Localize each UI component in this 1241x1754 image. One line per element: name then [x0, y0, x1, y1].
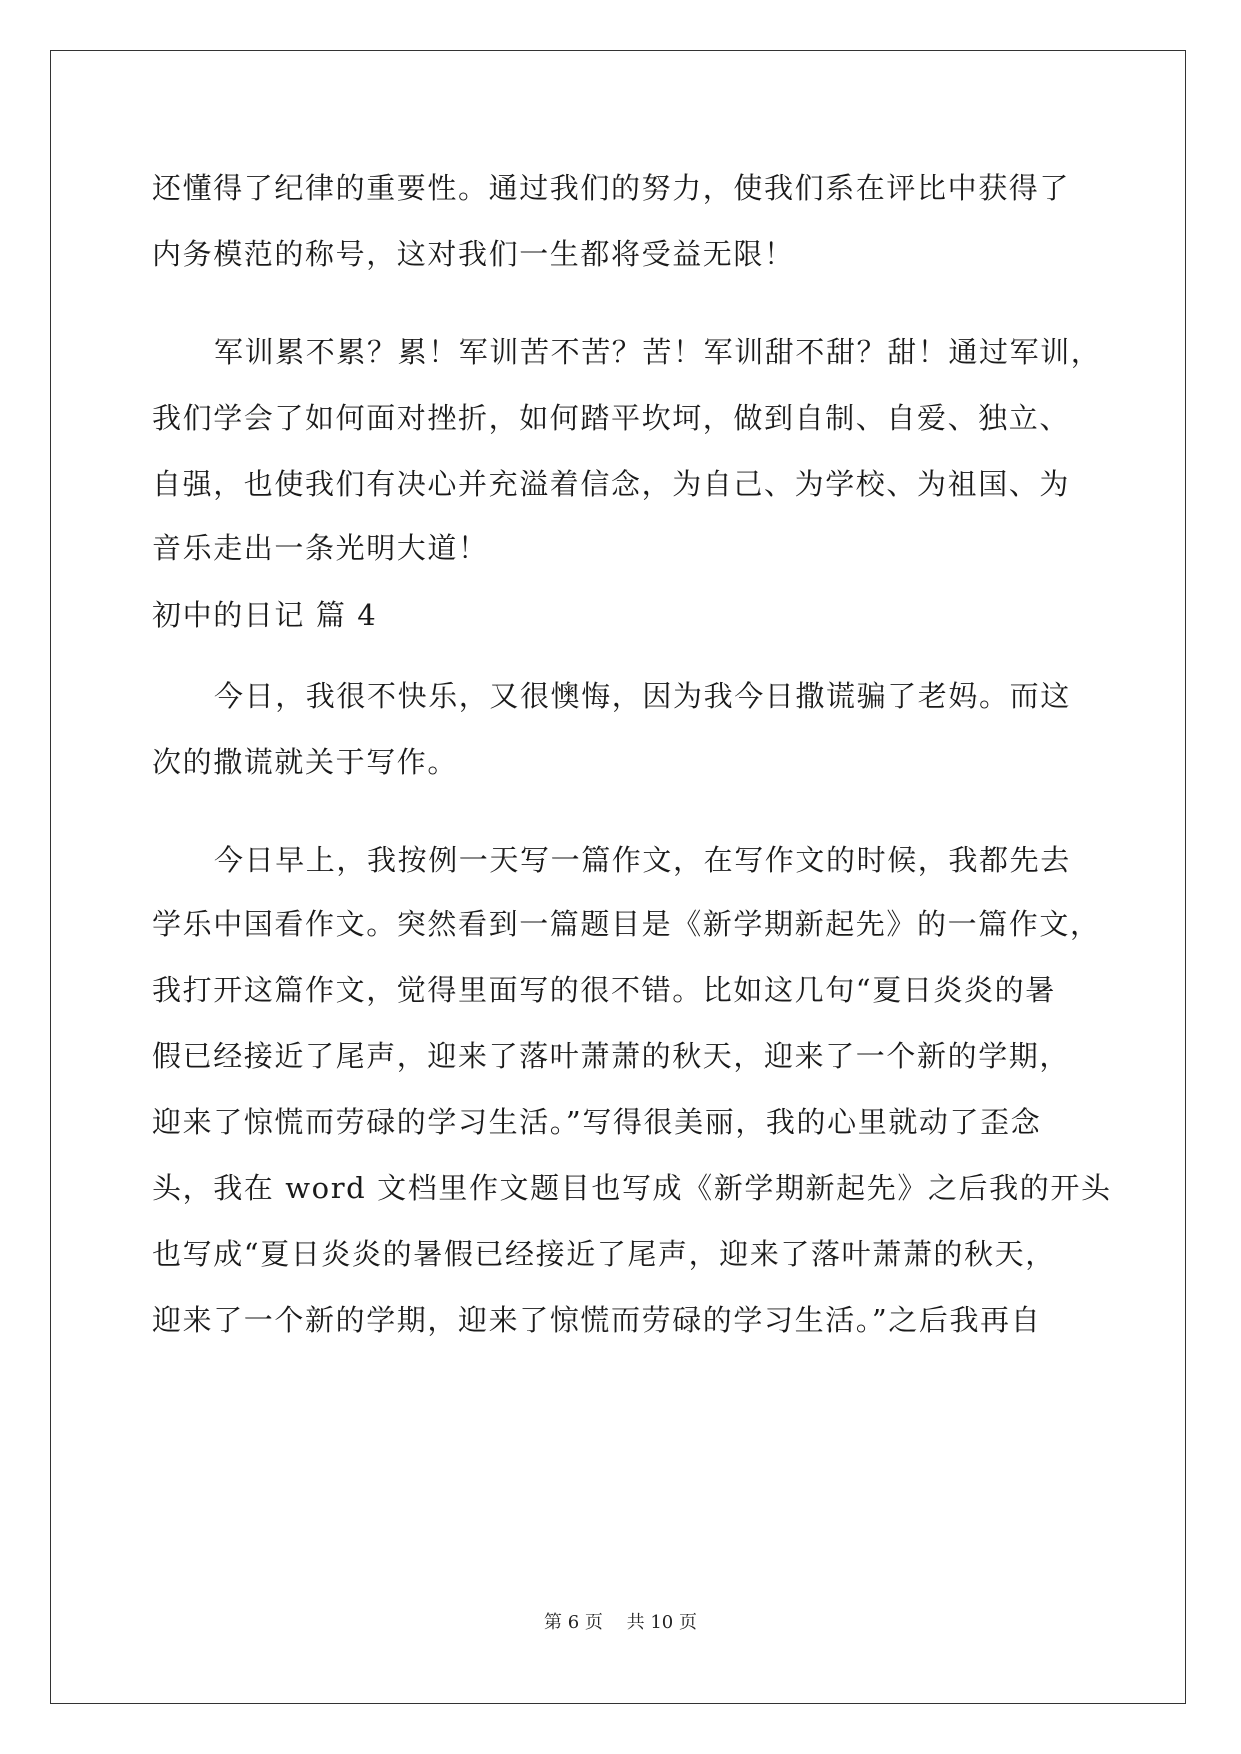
paragraph-first-line: 军训累不累？累！军训苦不苦？苦！军训甜不甜？甜！通过军训， — [214, 335, 1102, 369]
body-text-line: 内务模范的称号，这对我们一生都将受益无限！ — [152, 237, 795, 271]
body-text-line: 音乐走出一条光明大道！ — [152, 531, 489, 565]
body-text-line: 迎来了惊慌而劳碌的学习生活。”写得很美丽，我的心里就动了歪念 — [152, 1105, 1042, 1139]
body-text-line: 假已经接近了尾声，迎来了落叶萧萧的秋天，迎来了一个新的学期， — [152, 1039, 1071, 1073]
body-text-line: 我打开这篇作文，觉得里面写的很不错。比如这几句“夏日炎炎的暑 — [152, 973, 1056, 1007]
body-text-line: 次的撒谎就关于写作。 — [152, 745, 459, 779]
body-text-line: 也写成“夏日炎炎的暑假已经接近了尾声，迎来了落叶萧萧的秋天， — [152, 1237, 1056, 1271]
paragraph-first-line: 今日早上，我按例一天写一篇作文，在写作文的时候，我都先去 — [214, 843, 1071, 877]
body-text-line: 迎来了一个新的学期，迎来了惊慌而劳碌的学习生活。”之后我再自 — [152, 1303, 1042, 1337]
body-text-line: 自强，也使我们有决心并充溢着信念，为自己、为学校、为祖国、为 — [152, 467, 1071, 501]
page-number-footer: 第 6 页 共 10 页 — [544, 1612, 697, 1633]
paragraph-first-line: 今日，我很不快乐，又很懊悔，因为我今日撒谎骗了老妈。而这 — [214, 679, 1071, 713]
section-heading: 初中的日记 篇 4 — [152, 598, 378, 632]
body-text-line: 还懂得了纪律的重要性。通过我们的努力，使我们系在评比中获得了 — [152, 171, 1071, 205]
body-text-line: 学乐中国看作文。突然看到一篇题目是《新学期新起先》的一篇作文， — [152, 907, 1101, 941]
body-text-line: 我们学会了如何面对挫折，如何踏平坎坷，做到自制、自爱、独立、 — [152, 401, 1071, 435]
body-text-line: 头，我在 word 文档里作文题目也写成《新学期新起先》之后我的开头 — [152, 1171, 1112, 1205]
